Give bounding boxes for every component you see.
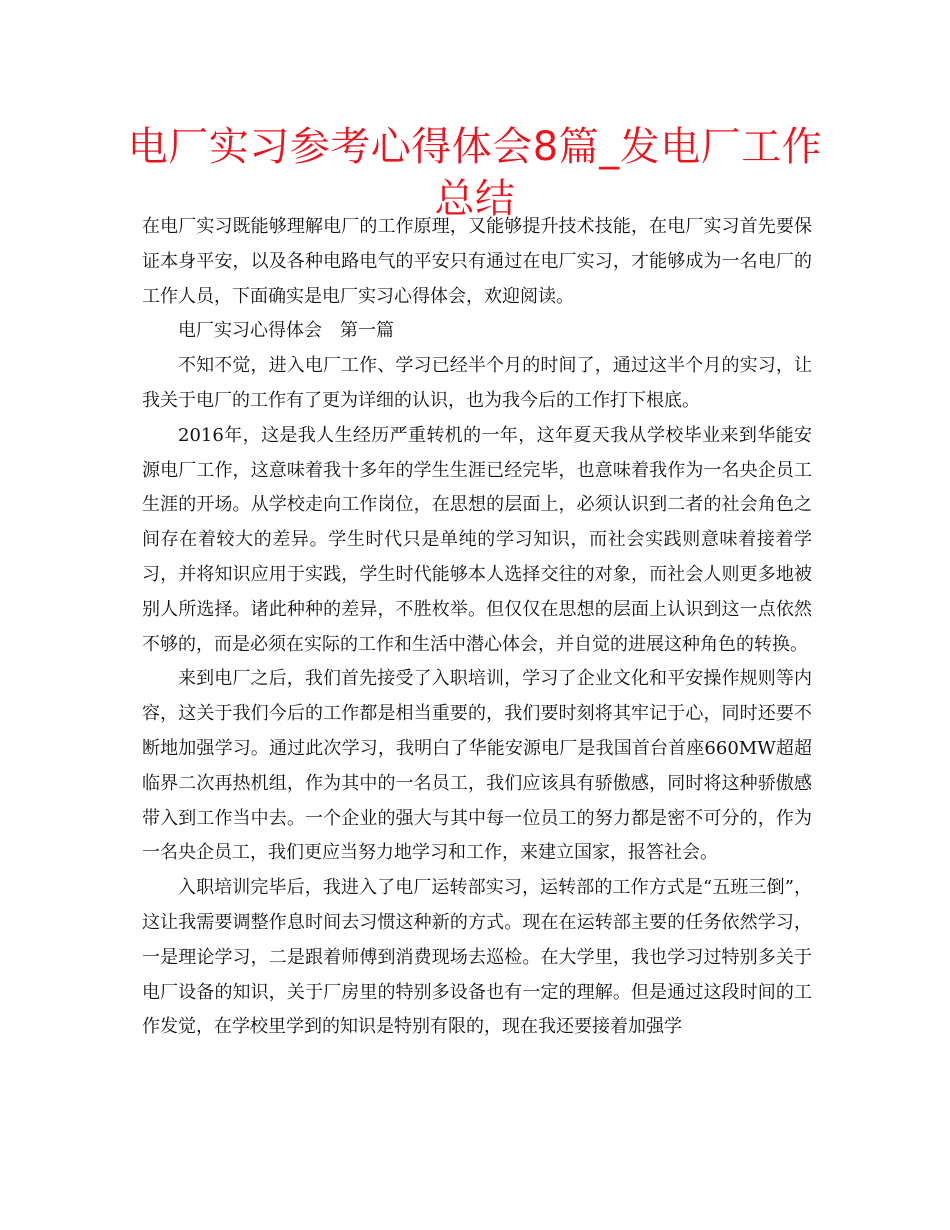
paragraph-intro: 在电厂实习既能够理解电厂的工作原理，又能够提升技术技能，在电厂实习首先要保证本身平安，以及各种电路电气的平安只有通过在电厂实习，才能够成为一名电厂的工作人员，下面确实是电厂实习心得体会，欢迎阅读。 [142,216,812,307]
paragraph: 2016年，这是我人生经历严重转机的一年，这年夏天我从学校毕业来到华能安源电厂工作，这意味着我十多年的学生生涯已经完毕，也意味着我作为一名央企员工生涯的开场。从学校走向工作岗位，在思想的层面上，必须认识到二者的社会角色之间存在着较大的差异。学生时代只是单纯的学习知识，而社会实践则意味着接着学习，并将知识应用于实践，学生时代能够本人选择交往的对象，而社会人则更多地被别人所选择。诸此种种的差异，不胜枚举。但仅仅在思想的层面上认识到这一点依然不够的，而是必须在实际的工作和生活中潜心体会，并自觉的进展这种角色的转换。 [142,424,812,655]
paragraph: 不知不觉，进入电厂工作、学习已经半个月的时间了，通过这半个月的实习，让我关于电厂的工作有了更为详细的认识，也为我今后的工作打下根底。 [142,355,812,411]
document-title: 电厂实习参考心得体会8篇_发电厂工作总结 [127,124,823,222]
paragraph: 来到电厂之后，我们首先接受了入职培训，学习了企业文化和平安操作规则等内容，这关于我们今后的工作都是相当重要的，我们要时刻将其牢记于心，同时还要不断地加强学习。通过此次学习，我明白了华能安源电厂是我国首台首座660MW超超临界二次再热机组，作为其中的一名员工，我们应该具有骄傲感，同时将这种骄傲感带入到工作当中去。一个企业的强大与其中每一位员工的努力都是密不可分的，作为一名央企员工，我们更应当努力地学习和工作，来建立国家，报答社会。 [142,668,812,864]
paragraph: 入职培训完毕后，我进入了电厂运转部实习，运转部的工作方式是“五班三倒”，这让我需要调整作息时间去习惯这种新的方式。现在在运转部主要的任务依然学习，一是理论学习，二是跟着师傅到消费现场去巡检。在大学里，我也学习过特别多关于电厂设备的知识，关于厂房里的特别多设备也有一定的理解。但是通过这段时间的工作发觉，在学校里学到的知识是特别有限的，现在我还要接着加强学 [142,877,812,1038]
document-body [142,210,812,1045]
section-heading: 电厂实习心得体会 第一篇 [178,320,394,342]
